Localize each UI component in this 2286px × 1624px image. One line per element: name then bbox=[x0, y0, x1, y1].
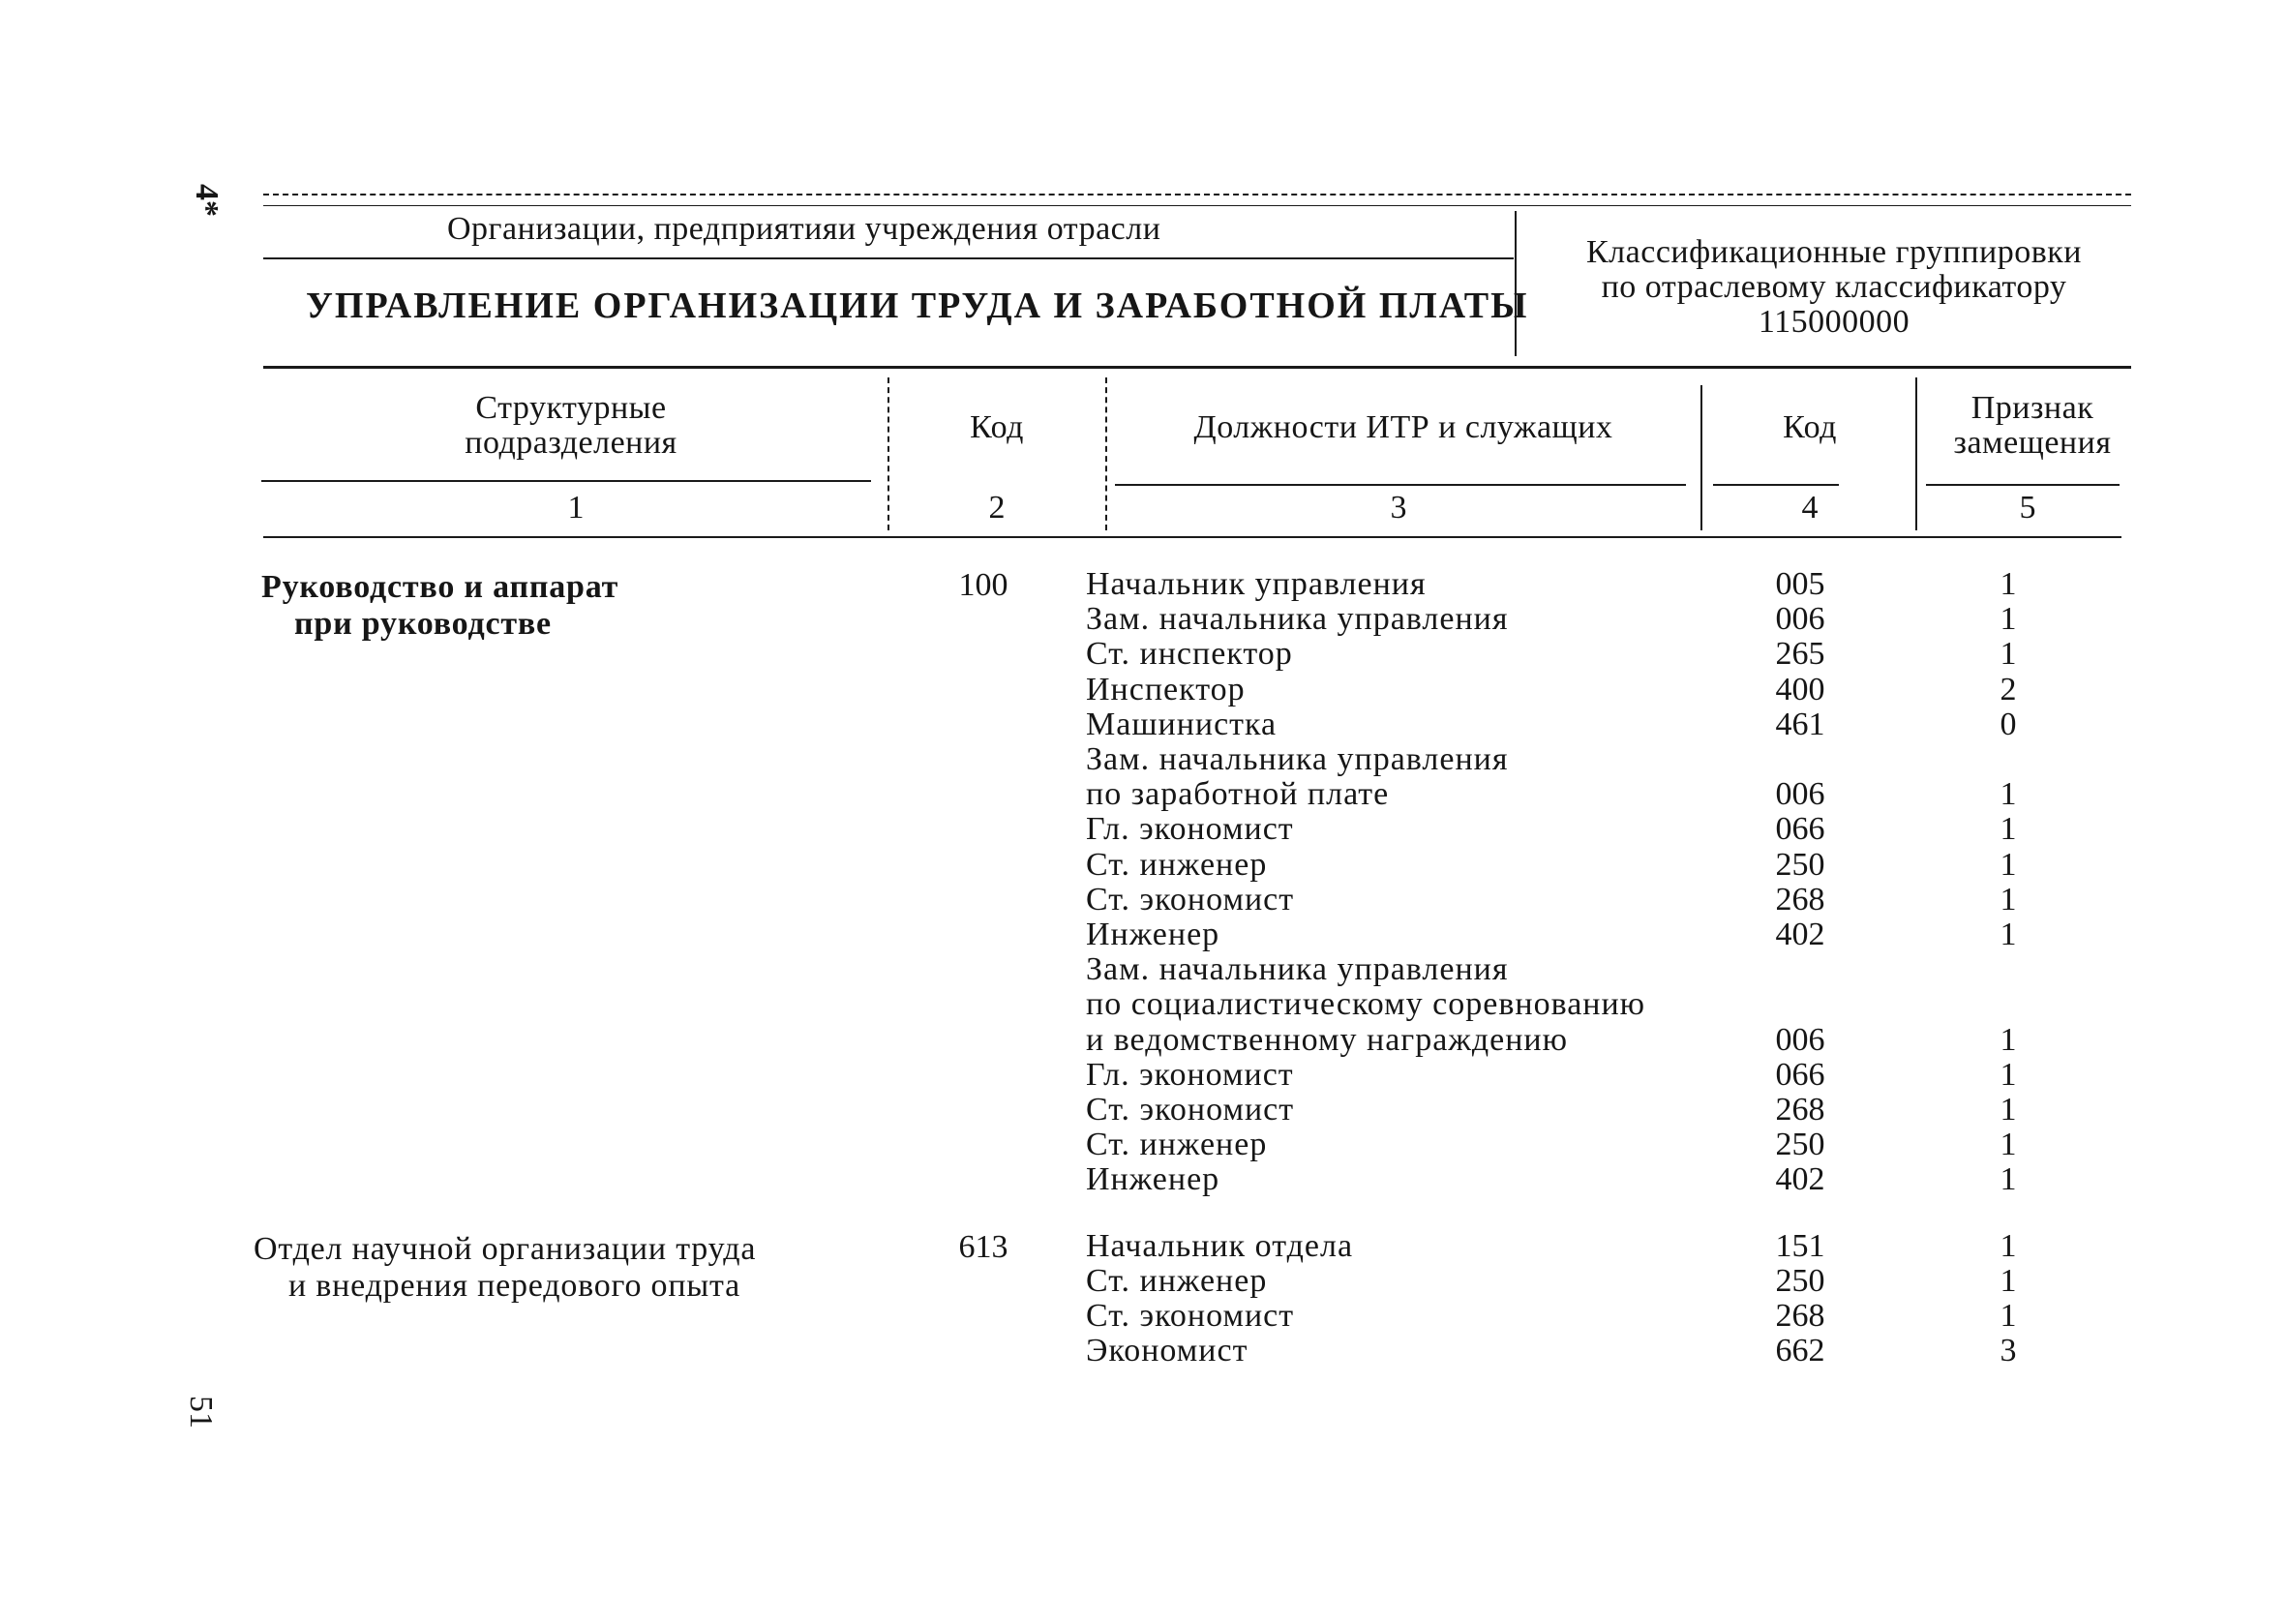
replacement-sign: 1 bbox=[2000, 846, 2017, 883]
replacement-sign: 1 bbox=[2000, 636, 2017, 673]
position-title: Ст. инженер bbox=[1086, 846, 1268, 883]
department-title: УПРАВЛЕНИЕ ОРГАНИЗАЦИИ ТРУДА И ЗАРАБОТНОЙ ПЛАТЫ bbox=[306, 286, 1529, 326]
page-number: 51 bbox=[183, 1396, 219, 1429]
column-header-positions: Должности ИТР и служащих bbox=[1193, 409, 1613, 445]
column-number-2: 2 bbox=[988, 490, 1006, 526]
replacement-sign: 1 bbox=[2000, 1092, 2017, 1128]
position-code: 461 bbox=[1775, 706, 1825, 742]
header-mid-rule bbox=[263, 257, 1514, 259]
position-title: Машинистка bbox=[1086, 706, 1278, 742]
position-code: 006 bbox=[1775, 776, 1825, 813]
position-code: 268 bbox=[1775, 1092, 1825, 1128]
column-number-3: 3 bbox=[1390, 490, 1407, 526]
subdivision-nto bbox=[254, 1231, 756, 1305]
subdivision-nto-line-1: Отдел научной организации труда bbox=[254, 1231, 757, 1267]
replacement-sign: 1 bbox=[2000, 566, 2017, 602]
position-code: 006 bbox=[1775, 601, 1825, 638]
position-code: 250 bbox=[1775, 1127, 1825, 1163]
position-title: по социалистическому соревнованию bbox=[1086, 986, 1646, 1023]
position-code: 066 bbox=[1775, 811, 1825, 848]
organizations-line: Организации, предприятияи учреждения отрасли bbox=[447, 211, 1161, 247]
column-divider-1 bbox=[887, 377, 889, 530]
replacement-sign: 1 bbox=[2000, 1263, 2017, 1299]
position-title: Инженер bbox=[1086, 917, 1220, 952]
classification-block bbox=[1539, 235, 2129, 340]
column-number-5: 5 bbox=[2019, 490, 2036, 526]
position-title: Ст. инженер bbox=[1086, 1127, 1268, 1163]
column-divider-3 bbox=[1700, 385, 1702, 530]
subdivision-code: 613 bbox=[958, 1229, 1008, 1265]
header-top-rule-solid bbox=[263, 205, 2131, 206]
position-title: Ст. инспектор bbox=[1086, 636, 1293, 673]
position-title: Начальник управления bbox=[1086, 566, 1427, 602]
column-number-4: 4 bbox=[1801, 490, 1819, 526]
column-header-subdivisions-line-2: подразделения bbox=[465, 425, 677, 461]
column-header-subdivisions bbox=[290, 391, 852, 461]
replacement-sign: 3 bbox=[2000, 1333, 2017, 1368]
position-title: Зам. начальника управления bbox=[1086, 601, 1509, 638]
position-code: 268 bbox=[1775, 881, 1825, 917]
column-header-sign bbox=[1921, 391, 2144, 461]
header-top-rule bbox=[263, 194, 2131, 195]
header-label-rule-b bbox=[1115, 484, 1686, 486]
subdivision-management bbox=[261, 569, 618, 643]
column-divider-4 bbox=[1915, 377, 1917, 530]
replacement-sign: 1 bbox=[2000, 1127, 2017, 1163]
classification-line-1: Классификационные группировки bbox=[1586, 234, 2082, 270]
replacement-sign: 2 bbox=[2000, 671, 2017, 707]
position-code: 066 bbox=[1775, 1056, 1825, 1093]
column-header-sign-line-2: замещения bbox=[1953, 425, 2112, 461]
position-code: 402 bbox=[1775, 1161, 1825, 1198]
position-code: 265 bbox=[1775, 636, 1825, 673]
position-title: Инспектор bbox=[1086, 671, 1246, 707]
replacement-sign: 1 bbox=[2000, 1228, 2017, 1264]
subdivision-nto-line-2: и внедрения передового опыта bbox=[288, 1268, 740, 1304]
position-title: Зам. начальника управления bbox=[1086, 951, 1509, 988]
position-code: 400 bbox=[1775, 671, 1825, 707]
replacement-sign: 1 bbox=[2000, 1056, 2017, 1093]
position-title: Инженер bbox=[1086, 1161, 1220, 1198]
header-label-rule-d bbox=[1926, 484, 2120, 486]
position-title: Начальник отдела bbox=[1086, 1228, 1354, 1264]
subdivision-code: 100 bbox=[958, 567, 1008, 603]
position-title: Ст. экономист bbox=[1086, 1092, 1295, 1128]
position-code: 151 bbox=[1775, 1228, 1825, 1264]
replacement-sign: 1 bbox=[2000, 917, 2017, 952]
position-title: Ст. экономист bbox=[1086, 1298, 1295, 1334]
position-title: и ведомственному награждению bbox=[1086, 1021, 1569, 1058]
subdivision-management-line-1: Руководство и аппарат bbox=[261, 569, 619, 605]
header-bottom-table-rule bbox=[263, 536, 2121, 538]
position-title: Зам. начальника управления bbox=[1086, 741, 1509, 777]
header-label-rule-c bbox=[1713, 484, 1839, 486]
position-code: 402 bbox=[1775, 917, 1825, 952]
replacement-sign: 1 bbox=[2000, 881, 2017, 917]
replacement-sign: 1 bbox=[2000, 1298, 2017, 1334]
replacement-sign: 1 bbox=[2000, 776, 2017, 813]
position-title: Ст. инженер bbox=[1086, 1263, 1268, 1299]
replacement-sign: 0 bbox=[2000, 706, 2017, 742]
position-code: 250 bbox=[1775, 1263, 1825, 1299]
classification-line-2: по отраслевому классификатору bbox=[1601, 269, 2067, 305]
header-label-rule-a bbox=[261, 480, 871, 482]
position-code: 250 bbox=[1775, 846, 1825, 883]
replacement-sign: 1 bbox=[2000, 811, 2017, 848]
classification-line-3: 115000000 bbox=[1758, 304, 1910, 340]
replacement-sign: 1 bbox=[2000, 601, 2017, 638]
position-code: 662 bbox=[1775, 1333, 1825, 1368]
header-divider bbox=[1515, 211, 1517, 356]
column-divider-2 bbox=[1105, 377, 1107, 530]
replacement-sign: 1 bbox=[2000, 1161, 2017, 1198]
header-bottom-rule bbox=[263, 366, 2131, 369]
column-header-code-2: Код bbox=[970, 409, 1024, 445]
replacement-sign: 1 bbox=[2000, 1021, 2017, 1058]
position-title: по заработной плате bbox=[1086, 776, 1390, 813]
column-header-sign-line-1: Признак bbox=[1970, 390, 2094, 426]
position-code: 005 bbox=[1775, 566, 1825, 602]
position-code: 268 bbox=[1775, 1298, 1825, 1334]
position-title: Экономист bbox=[1086, 1333, 1248, 1368]
position-code: 006 bbox=[1775, 1021, 1825, 1058]
top-margin-mark: 4* bbox=[189, 184, 225, 217]
position-title: Гл. экономист bbox=[1086, 1056, 1294, 1093]
column-number-1: 1 bbox=[567, 490, 585, 526]
column-header-code-4: Код bbox=[1783, 409, 1837, 445]
position-title: Ст. экономист bbox=[1086, 881, 1295, 917]
subdivision-management-line-2: при руководстве bbox=[294, 606, 552, 642]
column-header-subdivisions-line-1: Структурные bbox=[475, 390, 667, 426]
position-title: Гл. экономист bbox=[1086, 811, 1294, 848]
